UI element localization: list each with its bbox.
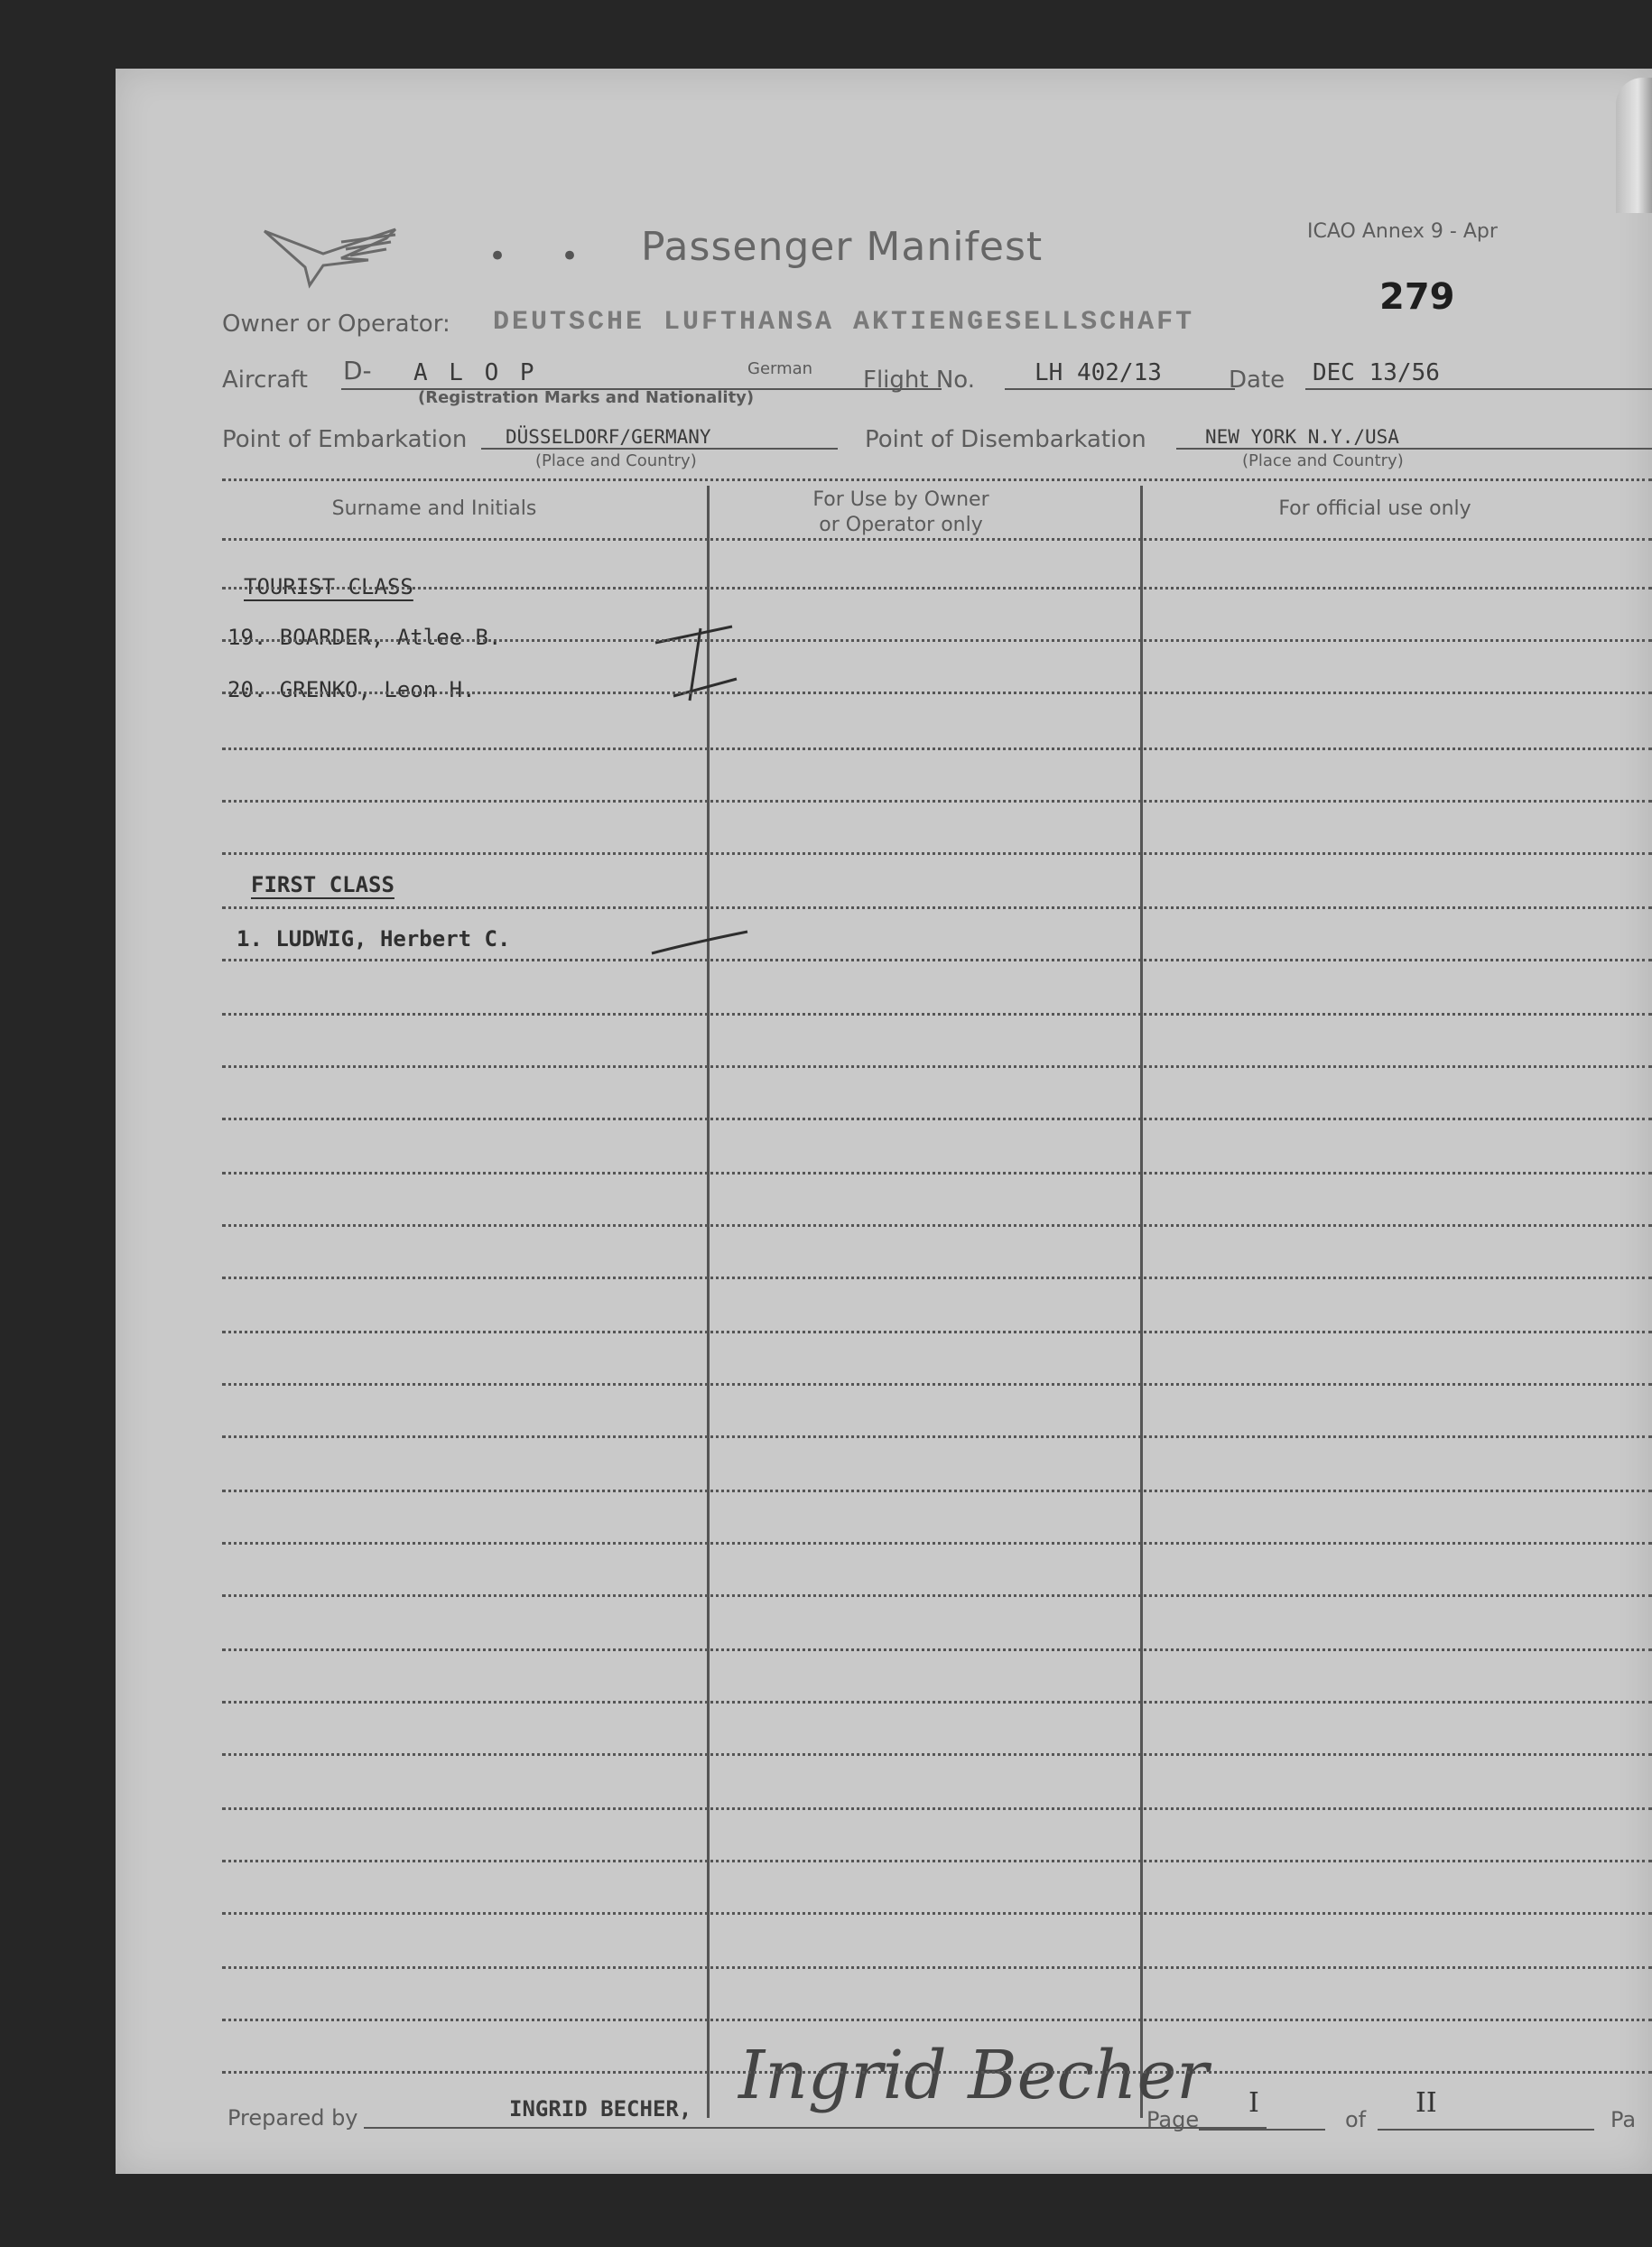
table-row-rule xyxy=(222,1912,1652,1915)
of-underline xyxy=(1378,2129,1594,2131)
aircraft-label: Aircraft xyxy=(222,367,308,394)
table-row-rule xyxy=(222,959,1652,961)
table-row-rule xyxy=(222,1807,1652,1810)
dot-mark: • xyxy=(561,238,580,274)
aircraft-registration: A L O P xyxy=(413,359,538,386)
disembarkation-underline xyxy=(1176,448,1652,450)
dot-mark: • xyxy=(488,238,507,274)
date-label: Date xyxy=(1229,367,1285,394)
table-row-rule xyxy=(222,1065,1652,1068)
passenger-entry: 1. LUDWIG, Herbert C. xyxy=(237,926,511,952)
table-row-rule xyxy=(222,852,1652,855)
check-mark-icon xyxy=(648,917,756,962)
table-row-rule xyxy=(222,1331,1652,1333)
embarkation-value: DÜSSELDORF/GERMANY xyxy=(506,426,711,448)
aircraft-nationality: German xyxy=(747,359,813,378)
flight-underline xyxy=(1005,388,1235,390)
lufthansa-crane-logo-icon xyxy=(260,222,404,294)
disembarkation-caption: (Place and Country) xyxy=(1242,451,1404,470)
prepared-by-label: Prepared by xyxy=(227,2105,358,2131)
passenger-entry: 19. BOARDER, Atlee B. xyxy=(227,625,502,650)
table-row-rule xyxy=(222,1648,1652,1651)
table-row-rule xyxy=(222,1118,1652,1120)
icao-annex-reference: ICAO Annex 9 - Apr xyxy=(1307,220,1498,243)
table-row-rule xyxy=(222,1542,1652,1545)
table-row-rule xyxy=(222,1383,1652,1386)
passenger-entry: 20. GRENKO, Leon H. xyxy=(227,677,476,702)
page-curl xyxy=(1616,78,1652,213)
column-header-owner-use-line1: For Use by Owner xyxy=(812,488,989,511)
embarkation-label: Point of Embarkation xyxy=(222,426,468,453)
prepared-by-name: INGRID BECHER, xyxy=(509,2096,692,2122)
prepared-by-underline xyxy=(364,2127,1267,2129)
column-header-owner-use-line2: or Operator only xyxy=(819,514,983,536)
column-header-official-use: For official use only xyxy=(1278,497,1471,520)
section-heading-first: FIRST CLASS xyxy=(251,872,394,897)
table-row-rule xyxy=(222,1172,1652,1175)
page-number: 279 xyxy=(1379,276,1455,318)
table-row-rule xyxy=(222,1966,1652,1969)
table-top-rule xyxy=(222,478,1652,481)
table-row-rule xyxy=(222,1860,1652,1862)
column-divider-2 xyxy=(1140,486,1143,2118)
column-divider-1 xyxy=(707,486,710,2118)
table-row-rule xyxy=(222,1753,1652,1756)
check-mark-icon xyxy=(646,610,746,710)
column-header-surname: Surname and Initials xyxy=(331,497,537,520)
section-heading-tourist: TOURIST CLASS xyxy=(244,574,413,599)
aircraft-caption: (Registration Marks and Nationality) xyxy=(418,388,755,407)
table-row-rule xyxy=(222,692,1652,694)
table-row-rule xyxy=(222,2019,1652,2021)
disembarkation-value: NEW YORK N.Y./USA xyxy=(1205,426,1399,448)
flight-label: Flight No. xyxy=(863,367,976,394)
flight-number: LH 402/13 xyxy=(1035,359,1162,386)
aircraft-prefix: D- xyxy=(343,356,372,385)
date-value: DEC 13/56 xyxy=(1313,359,1440,386)
date-underline xyxy=(1305,388,1652,390)
table-row-rule xyxy=(222,1701,1652,1704)
table-row-rule xyxy=(222,1435,1652,1438)
manifest-sheet xyxy=(116,69,1652,2174)
table-row-rule xyxy=(222,1013,1652,1016)
table-header-rule xyxy=(222,538,1652,541)
owner-value: DEUTSCHE LUFTHANSA AKTIENGESELLSCHAFT xyxy=(493,307,1195,338)
page-underline xyxy=(1199,2129,1325,2131)
table-row-rule xyxy=(222,1594,1652,1597)
of-label: of xyxy=(1345,2107,1367,2132)
of-value: II xyxy=(1415,2087,1437,2119)
document-title: Passenger Manifest xyxy=(641,224,1044,270)
embarkation-underline xyxy=(481,448,838,450)
disembarkation-label: Point of Disembarkation xyxy=(865,426,1146,453)
table-row-rule xyxy=(222,587,1652,590)
handwritten-signature: Ingrid Becher xyxy=(738,2037,1209,2114)
column-header-owner-use xyxy=(711,487,1091,538)
table-row-rule xyxy=(222,1224,1652,1227)
table-row-rule xyxy=(222,800,1652,803)
table-row-rule xyxy=(222,747,1652,750)
embarkation-caption: (Place and Country) xyxy=(535,451,697,470)
table-row-rule xyxy=(222,1277,1652,1279)
page-value: I xyxy=(1248,2087,1259,2119)
table-row-rule xyxy=(222,1490,1652,1492)
owner-label: Owner or Operator: xyxy=(222,311,450,338)
page-label: Page xyxy=(1146,2107,1200,2132)
table-row-rule xyxy=(222,2071,1652,2074)
page-trailing-text: Pa xyxy=(1610,2107,1637,2132)
table-row-rule xyxy=(222,639,1652,642)
table-row-rule xyxy=(222,906,1652,909)
